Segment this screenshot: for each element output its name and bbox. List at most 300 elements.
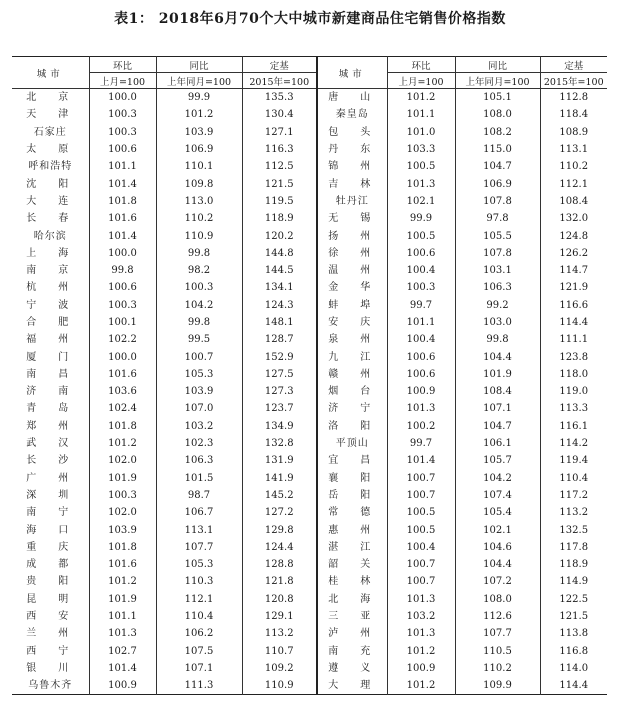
right-base-cell: 114.4	[540, 314, 607, 331]
right-yoy-cell: 97.8	[455, 210, 540, 227]
right-mom-cell: 101.2	[387, 89, 455, 107]
left-city-cell: 成 都	[26, 559, 75, 571]
right-base-cell: 132.0	[540, 210, 607, 227]
left-base-cell: 130.4	[242, 106, 317, 123]
left-city-cell: 深 圳	[26, 489, 75, 501]
left-mom-cell: 101.4	[89, 175, 156, 192]
right-base-cell: 114.2	[540, 435, 607, 452]
left-city-cell: 沈 阳	[26, 178, 75, 190]
right-mom-cell: 101.3	[387, 400, 455, 417]
left-yoy-cell: 113.1	[156, 521, 242, 538]
header-base-right: 定基	[540, 57, 607, 73]
left-base-cell: 144.8	[242, 245, 317, 262]
left-city-cell: 大 连	[26, 195, 75, 207]
right-city-cell: 桂 林	[317, 573, 387, 590]
left-city-cell: 西 安	[26, 611, 75, 623]
left-base-cell: 145.2	[242, 487, 317, 504]
table-row	[12, 124, 607, 141]
table-row	[12, 539, 607, 556]
left-mom-cell: 102.4	[89, 400, 156, 417]
table-row	[12, 331, 607, 348]
left-mom-cell: 100.3	[89, 297, 156, 314]
left-yoy-cell: 101.2	[156, 106, 242, 123]
table-row	[12, 193, 607, 210]
table-row	[12, 625, 607, 642]
right-base-cell: 113.3	[540, 400, 607, 417]
right-city-cell: 韶 关	[317, 556, 387, 573]
right-mom-cell: 99.9	[387, 210, 455, 227]
right-city-cell: 秦皇岛	[317, 106, 387, 123]
left-city-cell: 济 南	[26, 386, 75, 398]
right-yoy-cell: 104.2	[455, 470, 540, 487]
left-base-cell: 152.9	[242, 348, 317, 365]
table-row	[12, 573, 607, 590]
left-city-cell: 杭 州	[26, 282, 75, 294]
right-yoy-cell: 107.7	[455, 625, 540, 642]
right-base-cell: 122.5	[540, 591, 607, 608]
left-mom-cell: 101.1	[89, 158, 156, 175]
right-mom-cell: 100.5	[387, 504, 455, 521]
right-base-cell: 113.2	[540, 504, 607, 521]
right-mom-cell: 100.5	[387, 158, 455, 175]
left-city-cell: 乌鲁木齐	[28, 680, 73, 692]
left-base-cell: 129.8	[242, 521, 317, 538]
header-mom-sub-left: 上月=100	[89, 73, 156, 89]
right-base-cell: 123.8	[540, 348, 607, 365]
left-yoy-cell: 100.7	[156, 348, 242, 365]
right-yoy-cell: 109.9	[455, 677, 540, 695]
header-base-sub-right: 2015年=100	[540, 73, 607, 89]
right-base-cell: 108.9	[540, 124, 607, 141]
table-row	[12, 279, 607, 296]
left-mom-cell: 100.0	[89, 348, 156, 365]
left-mom-cell: 102.7	[89, 643, 156, 660]
table-body	[12, 89, 607, 695]
right-yoy-cell: 106.1	[455, 435, 540, 452]
right-city-cell: 遵 义	[317, 660, 387, 677]
right-yoy-cell: 108.4	[455, 383, 540, 400]
right-base-cell: 121.5	[540, 608, 607, 625]
left-yoy-cell: 107.7	[156, 539, 242, 556]
right-base-cell: 114.0	[540, 660, 607, 677]
table-row	[12, 383, 607, 400]
right-mom-cell: 101.2	[387, 643, 455, 660]
right-base-cell: 124.8	[540, 227, 607, 244]
right-yoy-cell: 110.2	[455, 660, 540, 677]
right-yoy-cell: 110.5	[455, 643, 540, 660]
right-base-cell: 117.2	[540, 487, 607, 504]
right-city-cell: 蚌 埠	[317, 297, 387, 314]
left-base-cell: 127.5	[242, 366, 317, 383]
right-base-cell: 114.7	[540, 262, 607, 279]
left-yoy-cell: 98.7	[156, 487, 242, 504]
left-city-cell: 哈尔滨	[33, 230, 67, 242]
right-base-cell: 113.8	[540, 625, 607, 642]
right-mom-cell: 100.4	[387, 539, 455, 556]
table-row	[12, 643, 607, 660]
table-row	[12, 141, 607, 158]
right-base-cell: 116.8	[540, 643, 607, 660]
table-row	[12, 400, 607, 417]
left-yoy-cell: 106.3	[156, 452, 242, 469]
right-base-cell: 126.2	[540, 245, 607, 262]
left-base-cell: 120.2	[242, 227, 317, 244]
left-city-cell: 上 海	[26, 247, 75, 259]
right-mom-cell: 100.5	[387, 521, 455, 538]
left-yoy-cell: 113.0	[156, 193, 242, 210]
left-yoy-cell: 106.7	[156, 504, 242, 521]
right-mom-cell: 100.3	[387, 279, 455, 296]
left-city-cell: 昆 明	[26, 593, 75, 605]
left-yoy-cell: 103.9	[156, 124, 242, 141]
right-yoy-cell: 99.2	[455, 297, 540, 314]
right-mom-cell: 100.7	[387, 487, 455, 504]
left-mom-cell: 101.8	[89, 539, 156, 556]
left-base-cell: 144.5	[242, 262, 317, 279]
left-city-cell: 合 肥	[26, 317, 75, 328]
left-yoy-cell: 112.1	[156, 591, 242, 608]
right-city-cell: 常 德	[317, 504, 387, 521]
right-mom-cell: 103.2	[387, 608, 455, 625]
left-mom-cell: 101.4	[89, 227, 156, 244]
right-city-cell: 九 江	[317, 348, 387, 365]
left-base-cell: 123.7	[242, 400, 317, 417]
right-city-cell: 泸 州	[317, 625, 387, 642]
left-city-cell: 广 州	[26, 472, 75, 484]
right-mom-cell: 100.4	[387, 262, 455, 279]
right-yoy-cell: 102.1	[455, 521, 540, 538]
table-row	[12, 677, 607, 695]
right-base-cell: 113.1	[540, 141, 607, 158]
right-yoy-cell: 104.7	[455, 158, 540, 175]
right-yoy-cell: 99.8	[455, 331, 540, 348]
left-mom-cell: 101.1	[89, 608, 156, 625]
left-mom-cell: 101.8	[89, 193, 156, 210]
left-base-cell: 127.2	[242, 504, 317, 521]
left-city-cell: 武 汉	[26, 438, 75, 450]
right-city-cell: 大 理	[317, 677, 387, 695]
left-yoy-cell: 106.2	[156, 625, 242, 642]
right-city-cell: 三 亚	[317, 608, 387, 625]
right-city-cell: 温 州	[317, 262, 387, 279]
right-base-cell: 117.8	[540, 539, 607, 556]
right-mom-cell: 100.6	[387, 245, 455, 262]
left-yoy-cell: 109.8	[156, 175, 242, 192]
right-base-cell: 121.9	[540, 279, 607, 296]
table-row	[12, 348, 607, 365]
right-mom-cell: 101.1	[387, 314, 455, 331]
right-mom-cell: 100.7	[387, 556, 455, 573]
right-city-cell: 牡丹江	[317, 193, 387, 210]
left-city-cell: 郑 州	[26, 420, 75, 432]
right-city-cell: 吉 林	[317, 175, 387, 192]
header-mom-sub-right: 上月=100	[387, 73, 455, 89]
left-base-cell: 148.1	[242, 314, 317, 331]
table-row	[12, 470, 607, 487]
table-row	[12, 435, 607, 452]
left-base-cell: 124.3	[242, 297, 317, 314]
left-yoy-cell: 110.3	[156, 573, 242, 590]
left-city-cell: 银 川	[26, 662, 75, 674]
left-yoy-cell: 101.5	[156, 470, 242, 487]
left-yoy-cell: 111.3	[156, 677, 242, 695]
price-index-table	[12, 56, 607, 695]
left-city-cell: 宁 波	[26, 299, 75, 311]
left-yoy-cell: 99.5	[156, 331, 242, 348]
left-yoy-cell: 107.0	[156, 400, 242, 417]
right-base-cell: 118.4	[540, 106, 607, 123]
right-mom-cell: 101.3	[387, 175, 455, 192]
right-mom-cell: 99.7	[387, 435, 455, 452]
left-base-cell: 118.9	[242, 210, 317, 227]
left-mom-cell: 103.9	[89, 521, 156, 538]
left-base-cell: 120.8	[242, 591, 317, 608]
table-row	[12, 608, 607, 625]
right-yoy-cell: 112.6	[455, 608, 540, 625]
right-yoy-cell: 105.1	[455, 89, 540, 107]
right-city-cell: 南 充	[317, 643, 387, 660]
left-mom-cell: 101.9	[89, 591, 156, 608]
right-base-cell: 112.8	[540, 89, 607, 107]
left-base-cell: 128.8	[242, 556, 317, 573]
left-yoy-cell: 105.3	[156, 556, 242, 573]
left-yoy-cell: 102.3	[156, 435, 242, 452]
right-mom-cell: 101.3	[387, 591, 455, 608]
left-base-cell: 127.3	[242, 383, 317, 400]
left-mom-cell: 100.3	[89, 487, 156, 504]
right-yoy-cell: 108.0	[455, 591, 540, 608]
right-yoy-cell: 105.5	[455, 227, 540, 244]
right-city-cell: 岳 阳	[317, 487, 387, 504]
table-row	[12, 227, 607, 244]
right-mom-cell: 103.3	[387, 141, 455, 158]
left-mom-cell: 100.9	[89, 677, 156, 695]
right-yoy-cell: 104.6	[455, 539, 540, 556]
right-mom-cell: 101.2	[387, 677, 455, 695]
right-yoy-cell: 108.0	[455, 106, 540, 123]
left-mom-cell: 100.6	[89, 141, 156, 158]
left-city-cell: 长 沙	[26, 455, 75, 467]
right-city-cell: 襄 阳	[317, 470, 387, 487]
right-yoy-cell: 108.2	[455, 124, 540, 141]
left-base-cell: 116.3	[242, 141, 317, 158]
header-yoy-left: 同比	[156, 57, 242, 73]
left-base-cell: 110.7	[242, 643, 317, 660]
left-yoy-cell: 105.3	[156, 366, 242, 383]
table-row	[12, 106, 607, 123]
header-base-sub-left: 2015年=100	[242, 73, 317, 89]
table-row	[12, 418, 607, 435]
right-city-cell: 锦 州	[317, 158, 387, 175]
left-yoy-cell: 107.5	[156, 643, 242, 660]
left-city-cell: 西 宁	[26, 645, 75, 657]
left-yoy-cell: 99.8	[156, 245, 242, 262]
left-base-cell: 124.4	[242, 539, 317, 556]
right-yoy-cell: 104.4	[455, 556, 540, 573]
table-row	[12, 297, 607, 314]
right-yoy-cell: 105.4	[455, 504, 540, 521]
right-city-cell: 惠 州	[317, 521, 387, 538]
right-city-cell: 安 庆	[317, 314, 387, 331]
right-city-cell: 扬 州	[317, 227, 387, 244]
right-yoy-cell: 107.4	[455, 487, 540, 504]
left-yoy-cell: 98.2	[156, 262, 242, 279]
right-yoy-cell: 105.7	[455, 452, 540, 469]
left-city-cell: 重 庆	[26, 541, 75, 553]
left-base-cell: 112.5	[242, 158, 317, 175]
right-base-cell: 114.4	[540, 677, 607, 695]
table-row	[12, 504, 607, 521]
left-mom-cell: 100.6	[89, 279, 156, 296]
right-yoy-cell: 103.1	[455, 262, 540, 279]
left-yoy-cell: 107.1	[156, 660, 242, 677]
table-row	[12, 245, 607, 262]
left-mom-cell: 101.2	[89, 573, 156, 590]
right-base-cell: 119.4	[540, 452, 607, 469]
left-base-cell: 134.1	[242, 279, 317, 296]
left-mom-cell: 100.0	[89, 89, 156, 107]
right-city-cell: 赣 州	[317, 366, 387, 383]
left-mom-cell: 100.0	[89, 245, 156, 262]
left-city-cell: 兰 州	[26, 628, 75, 640]
left-yoy-cell: 99.8	[156, 314, 242, 331]
right-city-cell: 徐 州	[317, 245, 387, 262]
right-city-cell: 宜 昌	[317, 452, 387, 469]
left-yoy-cell: 110.1	[156, 158, 242, 175]
header-yoy-sub-left: 上年同月=100	[156, 73, 242, 89]
right-base-cell: 114.9	[540, 573, 607, 590]
left-yoy-cell: 106.9	[156, 141, 242, 158]
right-mom-cell: 99.7	[387, 297, 455, 314]
table-row	[12, 660, 607, 677]
header-city-right: 城市	[317, 57, 387, 89]
left-base-cell: 121.5	[242, 175, 317, 192]
right-base-cell: 111.1	[540, 331, 607, 348]
left-city-cell: 南 昌	[26, 368, 75, 380]
right-mom-cell: 100.9	[387, 660, 455, 677]
right-base-cell: 116.1	[540, 418, 607, 435]
left-mom-cell: 101.3	[89, 625, 156, 642]
right-city-cell: 金 华	[317, 279, 387, 296]
right-city-cell: 平顶山	[317, 435, 387, 452]
left-yoy-cell: 104.2	[156, 297, 242, 314]
left-city-cell: 厦 门	[26, 351, 75, 363]
right-mom-cell: 100.6	[387, 366, 455, 383]
right-yoy-cell: 104.7	[455, 418, 540, 435]
left-base-cell: 127.1	[242, 124, 317, 141]
table-row	[12, 175, 607, 192]
table-row	[12, 314, 607, 331]
right-city-cell: 济 宁	[317, 400, 387, 417]
left-mom-cell: 101.4	[89, 660, 156, 677]
right-mom-cell: 100.9	[387, 383, 455, 400]
table-row	[12, 262, 607, 279]
table-row	[12, 521, 607, 538]
left-base-cell: 109.2	[242, 660, 317, 677]
right-base-cell: 118.9	[540, 556, 607, 573]
header-yoy-sub-right: 上年同月=100	[455, 73, 540, 89]
right-base-cell: 132.5	[540, 521, 607, 538]
left-city-cell: 长 春	[26, 213, 75, 225]
table-row	[12, 366, 607, 383]
left-yoy-cell: 100.3	[156, 279, 242, 296]
right-mom-cell: 100.7	[387, 573, 455, 590]
right-city-cell: 烟 台	[317, 383, 387, 400]
right-mom-cell: 100.6	[387, 348, 455, 365]
left-mom-cell: 102.2	[89, 331, 156, 348]
table-row	[12, 210, 607, 227]
right-mom-cell: 101.3	[387, 625, 455, 642]
left-mom-cell: 102.0	[89, 504, 156, 521]
right-yoy-cell: 107.8	[455, 193, 540, 210]
right-yoy-cell: 106.9	[455, 175, 540, 192]
right-yoy-cell: 106.3	[455, 279, 540, 296]
left-base-cell: 121.8	[242, 573, 317, 590]
right-base-cell: 116.6	[540, 297, 607, 314]
table-row	[12, 89, 607, 107]
right-city-cell: 丹 东	[317, 141, 387, 158]
left-mom-cell: 103.6	[89, 383, 156, 400]
right-city-cell: 湛 江	[317, 539, 387, 556]
table-row	[12, 487, 607, 504]
right-base-cell: 110.4	[540, 470, 607, 487]
left-city-cell: 太 原	[26, 144, 75, 156]
right-mom-cell: 100.2	[387, 418, 455, 435]
header-yoy-right: 同比	[455, 57, 540, 73]
right-yoy-cell: 104.4	[455, 348, 540, 365]
left-base-cell: 128.7	[242, 331, 317, 348]
right-mom-cell: 100.7	[387, 470, 455, 487]
right-city-cell: 泉 州	[317, 331, 387, 348]
left-mom-cell: 101.2	[89, 435, 156, 452]
right-mom-cell: 100.5	[387, 227, 455, 244]
right-yoy-cell: 107.1	[455, 400, 540, 417]
left-yoy-cell: 103.2	[156, 418, 242, 435]
table-row	[12, 556, 607, 573]
header-mom-right: 环比	[387, 57, 455, 73]
left-mom-cell: 101.8	[89, 418, 156, 435]
table-row	[12, 452, 607, 469]
right-city-cell: 北 海	[317, 591, 387, 608]
left-city-cell: 福 州	[26, 334, 75, 346]
left-mom-cell: 100.1	[89, 314, 156, 331]
left-base-cell: 135.3	[242, 89, 317, 107]
right-city-cell: 唐 山	[317, 89, 387, 107]
right-yoy-cell: 115.0	[455, 141, 540, 158]
right-city-cell: 无 锡	[317, 210, 387, 227]
left-city-cell: 贵 阳	[26, 576, 75, 588]
left-city-cell: 天 津	[26, 109, 75, 121]
left-base-cell: 113.2	[242, 625, 317, 642]
right-base-cell: 110.2	[540, 158, 607, 175]
left-base-cell: 119.5	[242, 193, 317, 210]
left-mom-cell: 99.8	[89, 262, 156, 279]
left-city-cell: 呼和浩特	[28, 161, 73, 173]
left-city-cell: 青 岛	[26, 403, 75, 415]
left-yoy-cell: 103.9	[156, 383, 242, 400]
left-city-cell: 南 京	[26, 265, 75, 277]
left-city-cell: 石家庄	[33, 126, 67, 138]
right-base-cell: 108.4	[540, 193, 607, 210]
left-mom-cell: 100.3	[89, 124, 156, 141]
left-yoy-cell: 110.2	[156, 210, 242, 227]
left-mom-cell: 101.6	[89, 556, 156, 573]
left-mom-cell: 101.6	[89, 210, 156, 227]
right-yoy-cell: 107.2	[455, 573, 540, 590]
header-mom-left: 环比	[89, 57, 156, 73]
right-mom-cell: 101.1	[387, 106, 455, 123]
right-base-cell: 118.0	[540, 366, 607, 383]
